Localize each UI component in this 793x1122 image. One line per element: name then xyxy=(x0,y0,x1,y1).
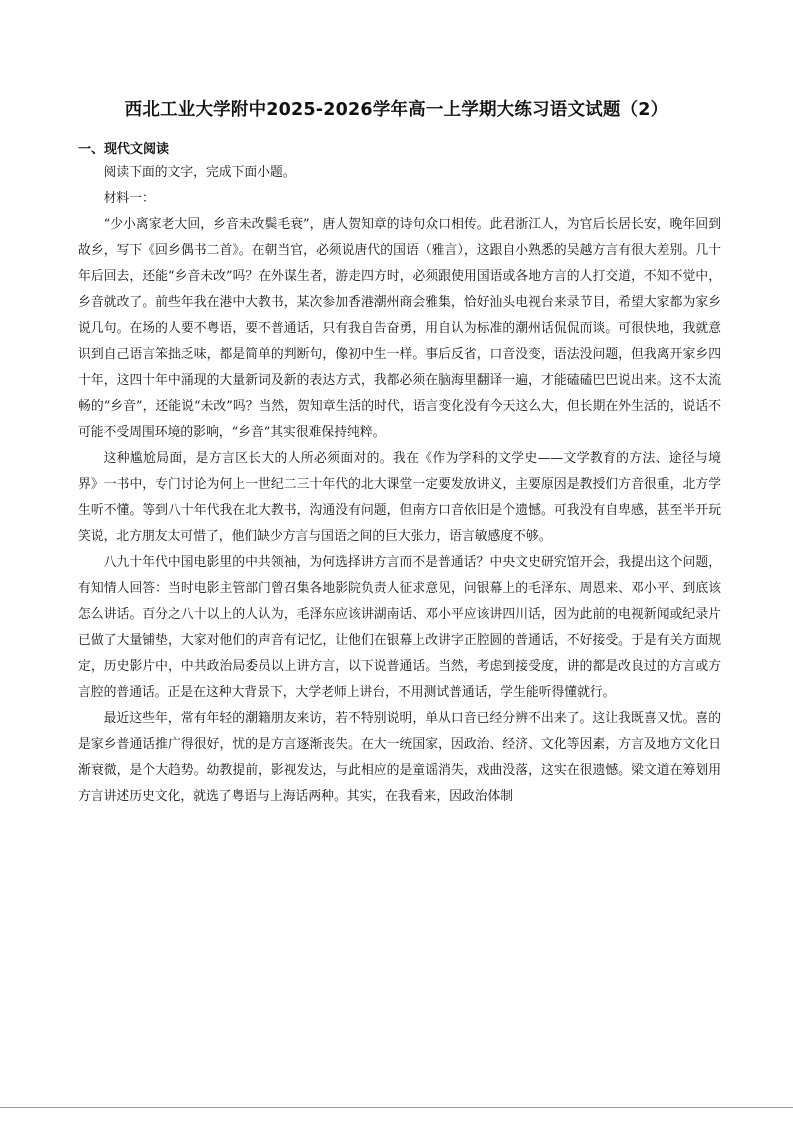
paragraph: 最近这些年，常有年轻的潮籍朋友来访，若不特别说明，单从口音已经分辨不出来了。这让我既喜又忧。喜的是家乡普通话推广得很好，忧的是方言逐渐丧失。在大一统国家，因政治、经济、文化等因素，方言及地方文化日渐衰微，是个大趋势。幼教提前，影视发达，与此相应的是童谣消失，戏曲没落，这实在很遗憾。梁文道在筹划用方言讲述历史文化，就选了粤语与上海话两种。其实，在我看来，因政治体制 xyxy=(78,711,721,804)
page-title: 西北工业大学附中2025-2026学年高一上学期大练习语文试题（2） xyxy=(124,100,669,120)
paragraph: 八九十年代中国电影里的中共领袖，为何选择讲方言而不是普通话？中央文史研究馆开会，我提出这个问题，有知情人回答：当时电影主管部门曾召集各地影院负责人征求意见，问银幕上的毛泽东、周恩来、邓小平、到底该怎么讲话。百分之八十以上的人认为，毛泽东应该讲湖南话、邓小平应该讲四川话，因为此前的电视新闻或纪录片已做了大量铺垫，大家对他们的声音有记忆，让他们在银幕上改讲字正腔圆的普通话，不好接受。于是有关方面规定，历史影片中，中共政治局委员以上讲方言，以下说普通话。当然，考虑到接受度，讲的都是改良过的方言或方言腔的普通话。正是在这种大背景下，大学老师上讲台，不用测试普通话，学生能听得懂就行。 xyxy=(78,555,721,700)
section-heading: 一、现代文阅读 xyxy=(78,142,170,157)
page-bottom-divider xyxy=(0,1107,793,1108)
instruction-text: 阅读下面的文字，完成下面小题。 xyxy=(103,165,296,180)
paragraph: 这种尴尬局面，是方言区长大的人所必须面对的。我在《作为学科的文学史——文学教育的方法、途径与境界》一书中，专门讨论为何上一世纪二三十年代的北大课堂一定要发放讲义，主要原因是教授们方音很重，北方学生听不懂。等到八十年代我在北大教书，沟通没有问题，但南方口音依旧是个遗憾。可我没有自卑感，甚至半开玩笑说，北方朋友太可惜了，他们缺少方言与国语之间的巨大张力，语言敏感度不够。 xyxy=(78,451,721,544)
material-label: 材料一： xyxy=(103,191,155,206)
passage-body xyxy=(78,160,721,810)
paragraph: “少小离家老大回，乡音未改鬓毛衰”，唐人贺知章的诗句众口相传。此君浙江人，为官后长居长安，晚年回到故乡，写下《回乡偶书二首》。在朝当官，必须说唐代的国语（雅言），这跟自小熟悉的吴越方言有很大差别。几十年后回去，还能“乡音未改”吗？在外谋生者，游走四方时，必须跟使用国语或各地方言的人打交道，不知不觉中，乡音就改了。前些年我在港中大教书，某次参加香港潮州商会雅集，恰好汕头电视台来录节目，希望大家都为家乡说几句。在场的人要不粤语，要不普通话，只有我自告奋勇，用自认为标准的潮州话侃侃而谈。可很快地，我就意识到自己语言笨拙乏味，都是简单的判断句，像初中生一样。事后反省，口音没变，语法没问题，但我离开家乡四十年，这四十年中涌现的大量新词及新的表达方式，我都必须在脑海里翻译一遍，才能磕磕巴巴说出来。这不太流畅的“乡音”，还能说“未改”吗？当然，贺知章生活的时代，语言变化没有今天这么大，但长期在外生活的，说话不可能不受周围环境的影响，“乡音”其实很难保持纯粹。 xyxy=(78,217,721,440)
